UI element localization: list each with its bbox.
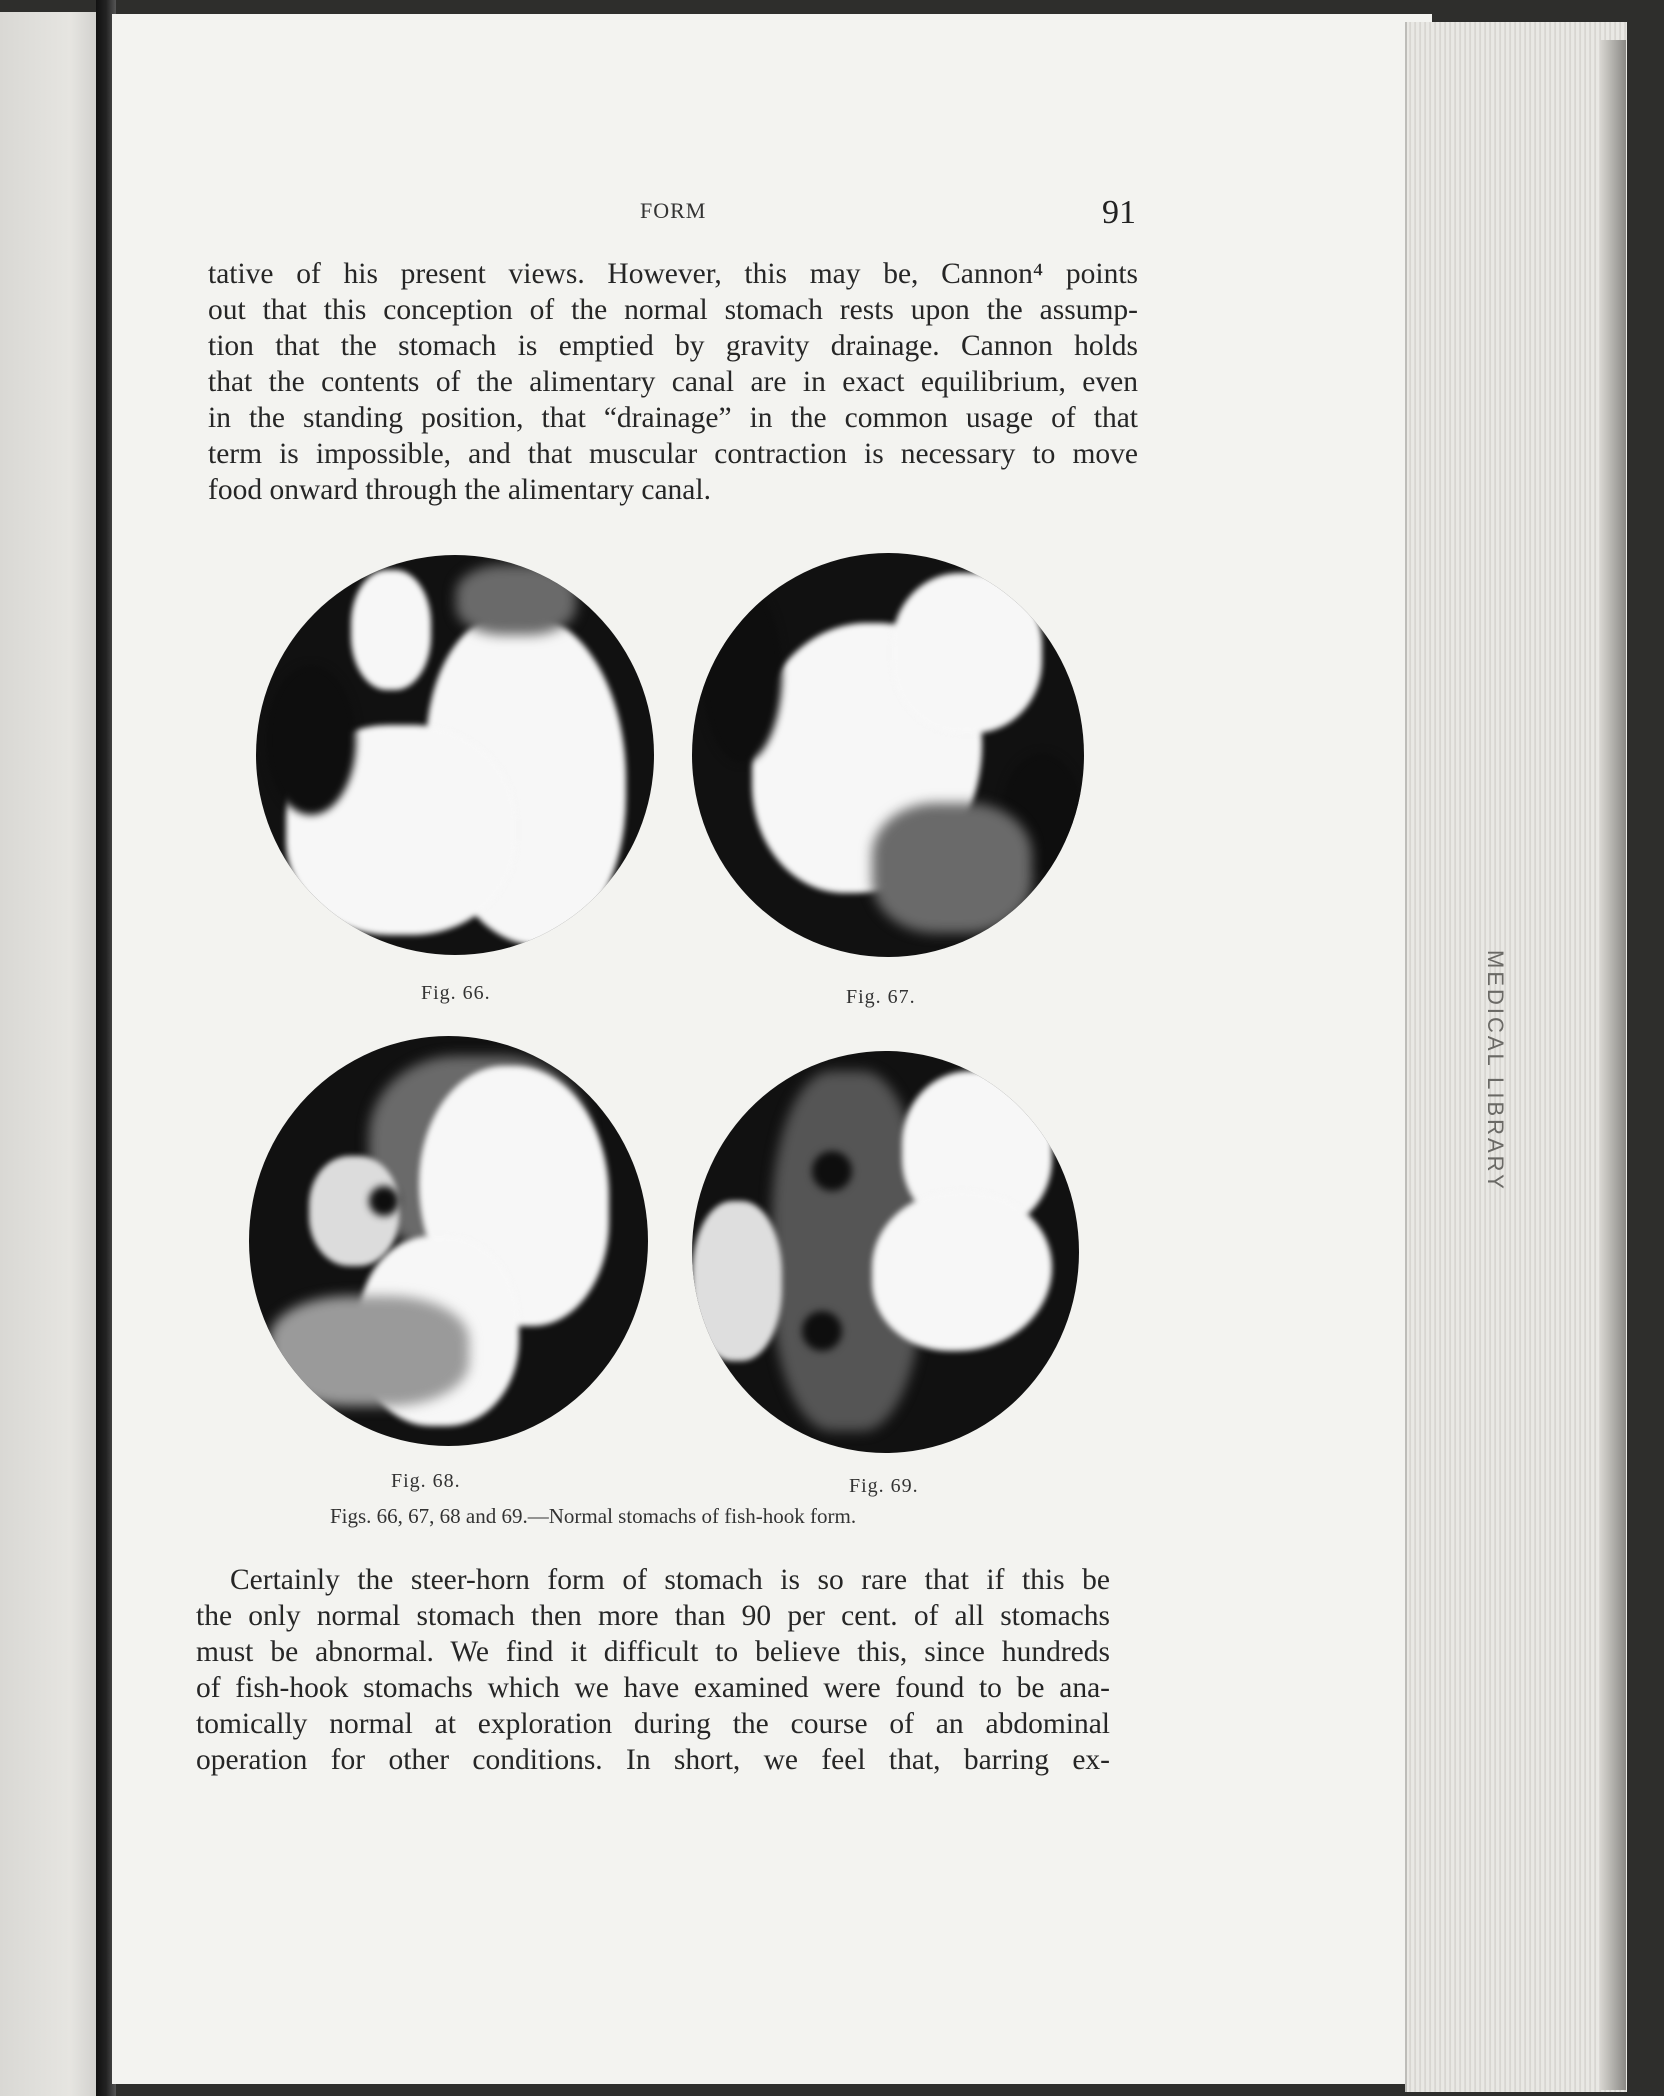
text-line: term is impossible, and that muscular contraction is necessary to move — [208, 438, 1138, 470]
paragraph-bottom — [196, 1562, 1110, 1778]
text-line: out that this conception of the normal stomach rests upon the assump- — [208, 294, 1138, 326]
figure-label-69: Fig. 69. — [849, 1475, 919, 1497]
paragraph-top — [208, 256, 1138, 508]
text-line: Certainly the steer-horn form of stomach is so rare that if this be — [230, 1564, 1110, 1596]
xray-figure-69 — [692, 1051, 1079, 1453]
text-line: tative of his present views. However, this may be, Cannon⁴ points — [208, 258, 1138, 290]
library-stamp: MEDICAL LIBRARY — [1483, 950, 1508, 1192]
text-line: must be abnormal. We find it difficult to believe this, since hundreds — [196, 1636, 1110, 1668]
figure-label-66: Fig. 66. — [421, 982, 491, 1004]
text-line: operation for other conditions. In short, we feel that, barring ex- — [196, 1744, 1110, 1776]
text-line: of fish-hook stomachs which we have examined were found to be ana- — [196, 1672, 1110, 1704]
text-line: in the standing position, that “drainage” in the common usage of that — [208, 402, 1138, 434]
xray-figure-66 — [256, 555, 654, 955]
text-line: food onward through the alimentary canal. — [208, 474, 711, 506]
page-stack-shadow — [1600, 40, 1626, 2090]
figure-label-67: Fig. 67. — [846, 986, 916, 1008]
figure-caption: Figs. 66, 67, 68 and 69.—Normal stomachs of fish-hook form. — [330, 1504, 857, 1528]
left-page-edge — [0, 12, 100, 2096]
figure-label-68: Fig. 68. — [391, 1470, 461, 1492]
text-line: tion that the stomach is emptied by gravity drainage. Cannon holds — [208, 330, 1138, 362]
page-number: 91 — [1102, 194, 1136, 231]
text-line: the only normal stomach then more than 90 per cent. of all stomachs — [196, 1600, 1110, 1632]
text-line: that the contents of the alimentary canal are in exact equilibrium, even — [208, 366, 1138, 398]
page-stack-edges — [1405, 22, 1627, 2092]
running-head: FORM — [640, 198, 707, 223]
xray-figure-67 — [692, 553, 1084, 957]
text-line: tomically normal at exploration during the course of an abdominal — [196, 1708, 1110, 1740]
xray-figure-68 — [249, 1036, 648, 1446]
